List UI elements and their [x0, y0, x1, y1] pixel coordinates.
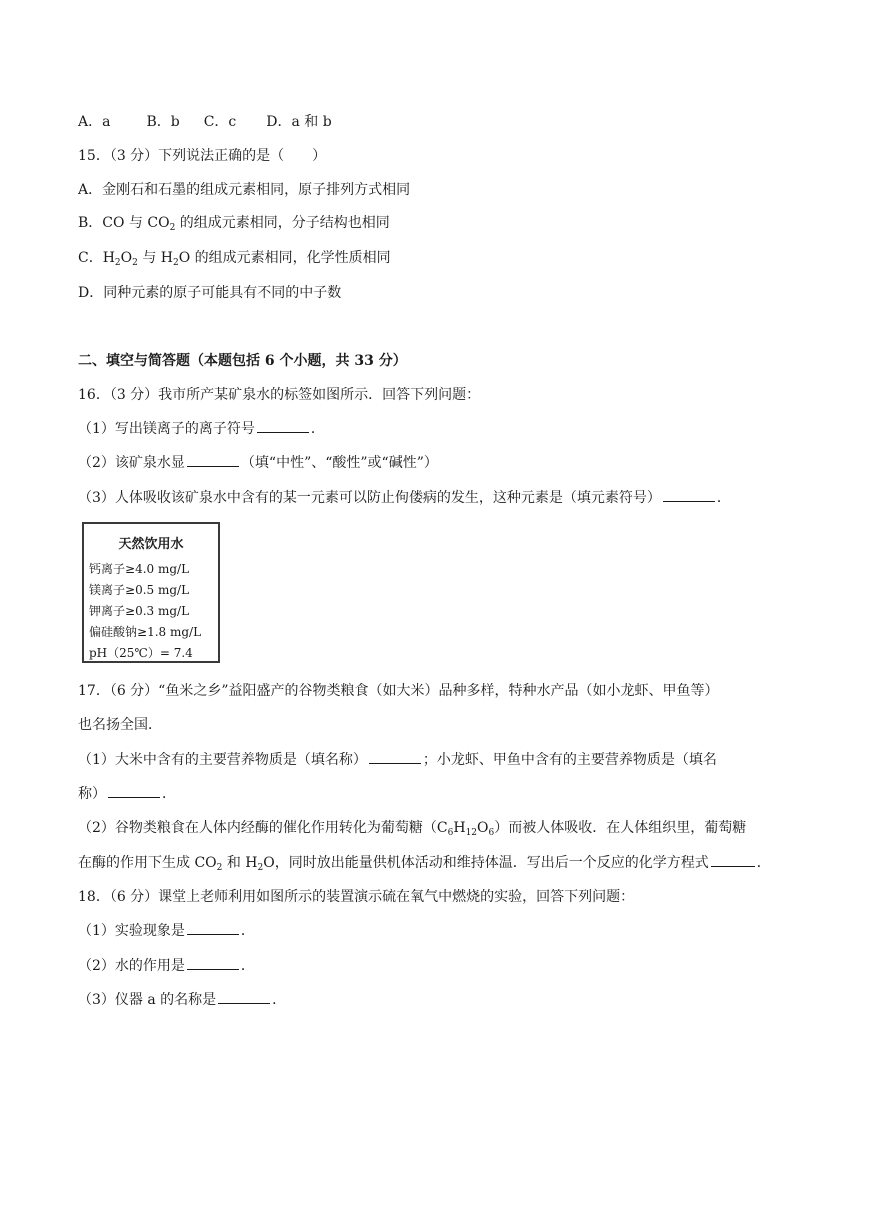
q16-part-1: （1）写出镁离子的离子符号 ．: [78, 421, 325, 437]
label-title: 天然饮用水: [118, 537, 184, 552]
answer-blank[interactable]: [108, 784, 160, 798]
q14-option-c: C．c: [203, 114, 237, 130]
q17-part-2-cont: 在酶的作用下生成 $CO_2$ 和 $H_2O$，同时放出能量供机体活动和维持体温．写出后一个反应的化学方程式 ．: [78, 855, 771, 873]
label-row: 钾离子≥0.3 mg/L: [89, 604, 190, 618]
answer-blank[interactable]: [369, 750, 421, 764]
answer-blank[interactable]: [218, 990, 270, 1004]
mineral-water-label: [82, 522, 220, 663]
section-heading: 二、填空与简答题（本题包括 6 个小题，共 33 分）: [78, 353, 407, 369]
q16-part-3: （3）人体吸收该矿泉水中含有的某一元素可以防止佝偻病的发生，这种元素是（填元素符号） ．: [78, 490, 731, 506]
label-row: pH（25℃）= 7.4: [89, 646, 193, 660]
q18-part-1: （1）实验现象是 ．: [78, 923, 255, 939]
q17-part-1: （1）大米中含有的主要营养物质是（填名称） ；小龙虾、甲鱼中含有的主要营养物质是（填名: [78, 752, 717, 768]
q17-stem: 17．（6 分）“鱼米之乡”益阳盛产的谷物类粮食（如大米）品种多样，特种水产品（如小龙虾、甲鱼等）: [78, 683, 719, 699]
q15-option-b: B．CO 与 $CO_2$ 的组成元素相同，分子结构也相同: [78, 215, 390, 233]
answer-blank[interactable]: [711, 853, 755, 867]
label-row: 镁离子≥0.5 mg/L: [89, 583, 190, 597]
q14-options: [78, 112, 332, 132]
q14-option-d: D．a 和 b: [266, 114, 332, 130]
q18-part-2: （2）水的作用是 ．: [78, 958, 255, 974]
q18-stem: 18．（6 分）课堂上老师利用如图所示的装置演示硫在氧气中燃烧的实验，回答下列问题：: [78, 889, 635, 905]
q17-stem-cont: 也名扬全国．: [78, 717, 162, 733]
q16-stem: 16．（3 分）我市所产某矿泉水的标签如图所示．回答下列问题：: [78, 387, 481, 403]
q18-part-3: （3）仪器 a 的名称是 ．: [78, 992, 287, 1008]
q14-option-b: B．b: [146, 114, 180, 130]
answer-blank[interactable]: [187, 453, 239, 467]
q17-part-1-cont: 称） ．: [78, 786, 176, 802]
label-row: 偏硅酸钠≥1.8 mg/L: [89, 625, 202, 639]
answer-blank[interactable]: [187, 921, 239, 935]
q15-option-c: C．$H_2O_2$ 与 $H_2O$ 的组成元素相同，化学性质相同: [78, 250, 391, 268]
q17-part-2: （2）谷物类粮食在人体内经酶的催化作用转化为葡萄糖$(C_6H_{12}O_6)$而被人体吸收．在人体组织里，葡萄糖: [78, 820, 747, 838]
q14-option-a: A．a: [78, 114, 111, 130]
answer-blank[interactable]: [663, 488, 715, 502]
q15-option-d: D．同种元素的原子可能具有不同的中子数: [78, 285, 342, 301]
q15-option-a: A．金刚石和石墨的组成元素相同，原子排列方式相同: [78, 182, 411, 198]
q15-stem: 15．（3 分）下列说法正确的是（ ）: [78, 148, 327, 164]
answer-blank[interactable]: [187, 956, 239, 970]
answer-blank[interactable]: [257, 419, 309, 433]
q16-part-2: （2）该矿泉水显 （填“中性”、“酸性”或“碱性”）: [78, 455, 438, 471]
label-row: 钙离子≥4.0 mg/L: [89, 562, 190, 576]
